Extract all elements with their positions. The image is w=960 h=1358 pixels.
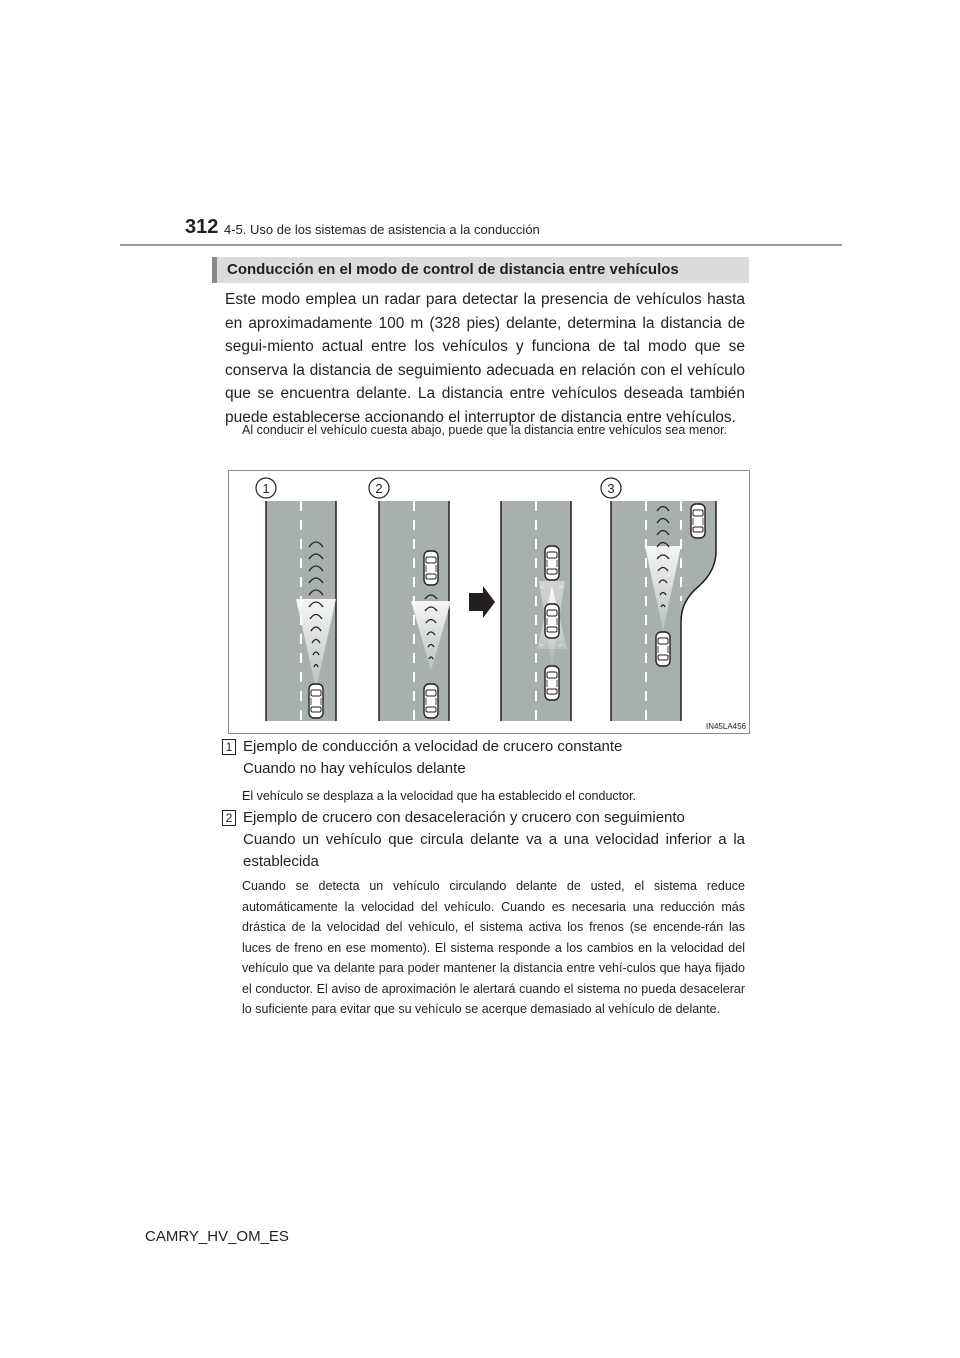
note-paragraph: Al conducir el vehículo cuesta abajo, puede que la distancia entre vehículos sea menor.: [242, 423, 728, 437]
svg-text:''': ''': [540, 645, 544, 651]
marker-2-label: 2: [375, 481, 383, 496]
item-2-number: 2: [222, 810, 236, 826]
item-1-number: 1: [222, 739, 236, 755]
section-heading: Conducción en el modo de control de distancia entre vehículos: [212, 257, 749, 283]
section-title: 4-5. Uso de los sistemas de asistencia a la conducción: [224, 222, 540, 237]
item-1-title: Ejemplo de conducción a velocidad de crucero constante: [243, 738, 623, 755]
header-divider: [120, 244, 842, 246]
road-panel-2b: [501, 501, 571, 721]
cruise-control-figure: [228, 470, 750, 734]
item-1-detail: El vehículo se desplaza a la velocidad que ha establecido el conductor.: [242, 789, 637, 803]
road-panel-1: [266, 501, 336, 721]
road-panel-3: [611, 501, 716, 721]
intro-paragraph: Este modo emplea un radar para detectar la presencia de vehículos hasta en aproximadamente 100 m (328 pies) delante, determina la distancia de segui-miento actual entre los vehículos y funciona de tal modo que se conserva la distancia de seguimiento adecuada en relación con el vehículo que se encuentra delante. La distancia entre vehículos deseada también puede establecerse accionando el interruptor de distancia entre vehículos.: [225, 291, 745, 426]
road-panel-2: [379, 501, 451, 721]
item-2-title: Ejemplo de crucero con desaceleración y crucero con seguimiento: [243, 809, 685, 826]
svg-text:''': ''': [559, 587, 563, 593]
road-diagram: [229, 471, 751, 735]
item-2-subtitle: Cuando un vehículo que circula delante va a una velocidad inferior a la establecida: [243, 831, 745, 870]
marker-1-label: 1: [262, 481, 270, 496]
footer-doc-code: CAMRY_HV_OM_ES: [145, 1228, 289, 1245]
transition-arrow: [469, 586, 495, 618]
item-2-detail: Cuando se detecta un vehículo circulando delante de usted, el sistema reduce automáticamente la velocidad del vehículo. Cuando es necesaria una reducción más drástica de la velocidad del vehículo, el sistema activa los frenos (se encende-rán las luces de freno en ese momento). El sistema responde a los cambios en la velocidad del vehículo que va delante para poder mantener la distancia entre vehí-culos que haya fijado el conductor. El aviso de aproximación le alertará cuando el sistema no pueda desacelerar lo suficiente para evitar que su vehículo se acerque demasiado al vehículo de delante.: [242, 879, 745, 1016]
marker-3-label: 3: [607, 481, 615, 496]
figure-code: IN45LA456: [705, 722, 746, 731]
page-number: 312: [185, 216, 219, 238]
svg-text:''': ''': [540, 587, 544, 593]
item-1-subtitle: Cuando no hay vehículos delante: [243, 760, 466, 777]
svg-text:''': ''': [559, 645, 563, 651]
